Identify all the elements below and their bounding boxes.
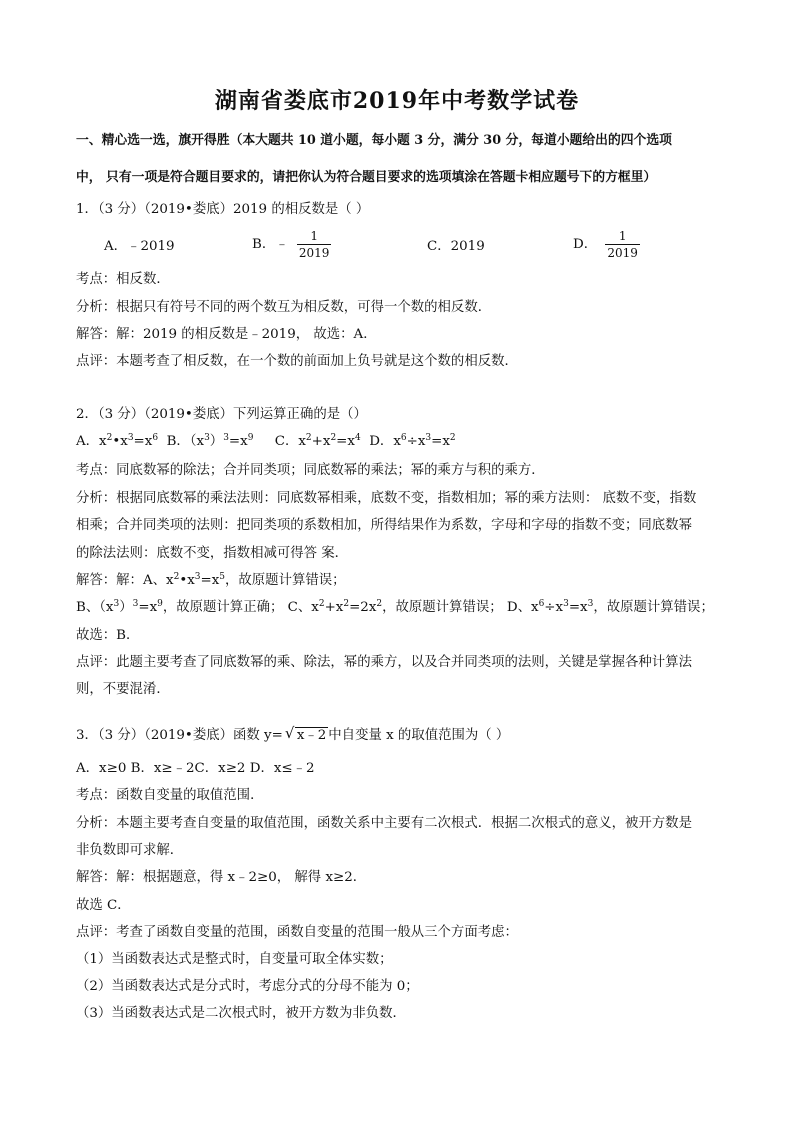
q3-sqrt xyxy=(284,724,328,745)
q1-kaodian: 考点：相反数． xyxy=(76,272,170,287)
q2-options: A．$x^2•x^3=x^6$ B．$(x^3)^3=x^9$ C．$x^2+x^2=x^4$ D．$x^6\div x^3=x^2$ xyxy=(76,433,456,449)
q2-jieda-line-2: B、$(x^3)^3=x^9$，故原题计算正确； C、$x^2+x^2=2x^2$，故原题计算错误； D、$x^6\div x^3=x^3$，故原题计算错误； xyxy=(76,599,714,615)
q1-option-c: C．2019 xyxy=(427,239,485,254)
q1-option-b-denominator: 2019 xyxy=(298,246,330,260)
q3-item-2: （2）当函数表达式是分式时，考虑分式的分母不能为 0； xyxy=(76,979,419,994)
q3-dianping: 点评：考查了函数自变量的范围，函数自变量的范围一般从三个方面考虑： xyxy=(76,925,518,940)
q1-stem: 1．（3 分）（2019•娄底）2019 的相反数是（ ） xyxy=(76,202,370,217)
q3-stem-suffix: 中自变量 x 的取值范围为（ ） xyxy=(328,728,510,743)
q2-fenxi-line-2: 相乘；合并同类项的法则：把同类项的系数相加，所得结果作为系数，字母和字母的指数不变；同底数幂 xyxy=(76,518,692,533)
q2-fenxi-line-1: 分析：根据同底数幂的乘法法则：同底数幂相乘，底数不变，指数相加；幂的乘方法则： 底数不变，指数 xyxy=(76,491,697,506)
q3-fenxi-line-2: 非负数即可求解． xyxy=(76,843,184,858)
q2-kaodian: 考点：同底数幂的除法；合并同类项；同底数幂的乘法；幂的乘方与积的乘方． xyxy=(76,463,545,478)
q2-guxuan: 故选：B． xyxy=(76,628,140,643)
q2-fenxi-line-3: 的除法法则：底数不变，指数相减可得答 案． xyxy=(76,546,349,561)
q1-dianping: 点评：本题考查了相反数，在一个数的前面加上负号就是这个数的相反数． xyxy=(76,354,518,369)
q1-option-d-denominator: 2019 xyxy=(607,246,638,260)
q3-stem xyxy=(76,724,510,745)
q3-item-1: （1）当函数表达式是整式时，自变量可取全体实数； xyxy=(76,952,393,967)
q1-option-b-fraction xyxy=(297,229,332,260)
q3-radicand: x﹣2 xyxy=(296,728,327,743)
q3-item-3: （3）当函数表达式是二次根式时，被开方数为非负数． xyxy=(76,1006,406,1021)
q1-option-a: A．﹣2019 xyxy=(104,239,175,254)
q2-dianping-line-2: 则，不要混淆． xyxy=(76,682,170,697)
page-title: 湖南省娄底市2019年中考数学试卷 xyxy=(214,88,580,114)
section-header-line-1: 一、精心选一选，旗开得胜（本大题共 10 道小题，每小题 3 分，满分 30 分，每道小题给出的四个选项 xyxy=(76,133,672,148)
q2-jieda-line-1: 解答：解：A、$x^2•x^3=x^5$，故原题计算错误； xyxy=(76,572,346,588)
q2-dianping-line-1: 点评：此题主要考查了同底数幂的乘、除法，幂的乘方，以及合并同类项的法则，关键是掌握各种计算法 xyxy=(76,655,692,670)
q2-stem: 2．（3 分）（2019•娄底）下列运算正确的是（） xyxy=(76,407,367,422)
q1-option-d-fraction xyxy=(605,229,640,260)
q1-option-b-numerator: 1 xyxy=(310,229,318,243)
q1-fenxi: 分析：根据只有符号不同的两个数互为相反数，可得一个数的相反数． xyxy=(76,300,492,315)
q3-fenxi-line-1: 分析：本题主要考查自变量的取值范围，函数关系中主要有二次根式．根据二次根式的意义，被开方数是 xyxy=(76,816,692,831)
q1-option-d-numerator: 1 xyxy=(618,229,627,243)
q3-kaodian: 考点：函数自变量的取值范围． xyxy=(76,788,264,803)
q3-jieda: 解答：解：根据题意，得 x﹣2≥0， 解得 x≥2． xyxy=(76,870,367,885)
sqrt-icon: √ xyxy=(284,724,295,742)
q1-option-b-prefix: B．﹣ xyxy=(252,237,289,252)
q3-options: A．x≥0 B．x≥﹣2C．x≥2 D．x≤﹣2 xyxy=(76,761,315,776)
q3-stem-prefix: 3．（3 分）（2019•娄底）函数 y= xyxy=(76,728,283,743)
q1-jieda: 解答：解：2019 的相反数是﹣2019， 故选：A． xyxy=(76,327,377,342)
q1-option-b xyxy=(252,229,331,260)
q1-option-d xyxy=(573,229,640,260)
q1-option-d-prefix: D． xyxy=(573,237,598,252)
section-header-line-2: 中， 只有一项是符合题目要求的，请把你认为符合题目要求的选项填涂在答题卡相应题号下的方框里） xyxy=(76,170,657,185)
q3-guxuan: 故选 C． xyxy=(76,898,131,913)
